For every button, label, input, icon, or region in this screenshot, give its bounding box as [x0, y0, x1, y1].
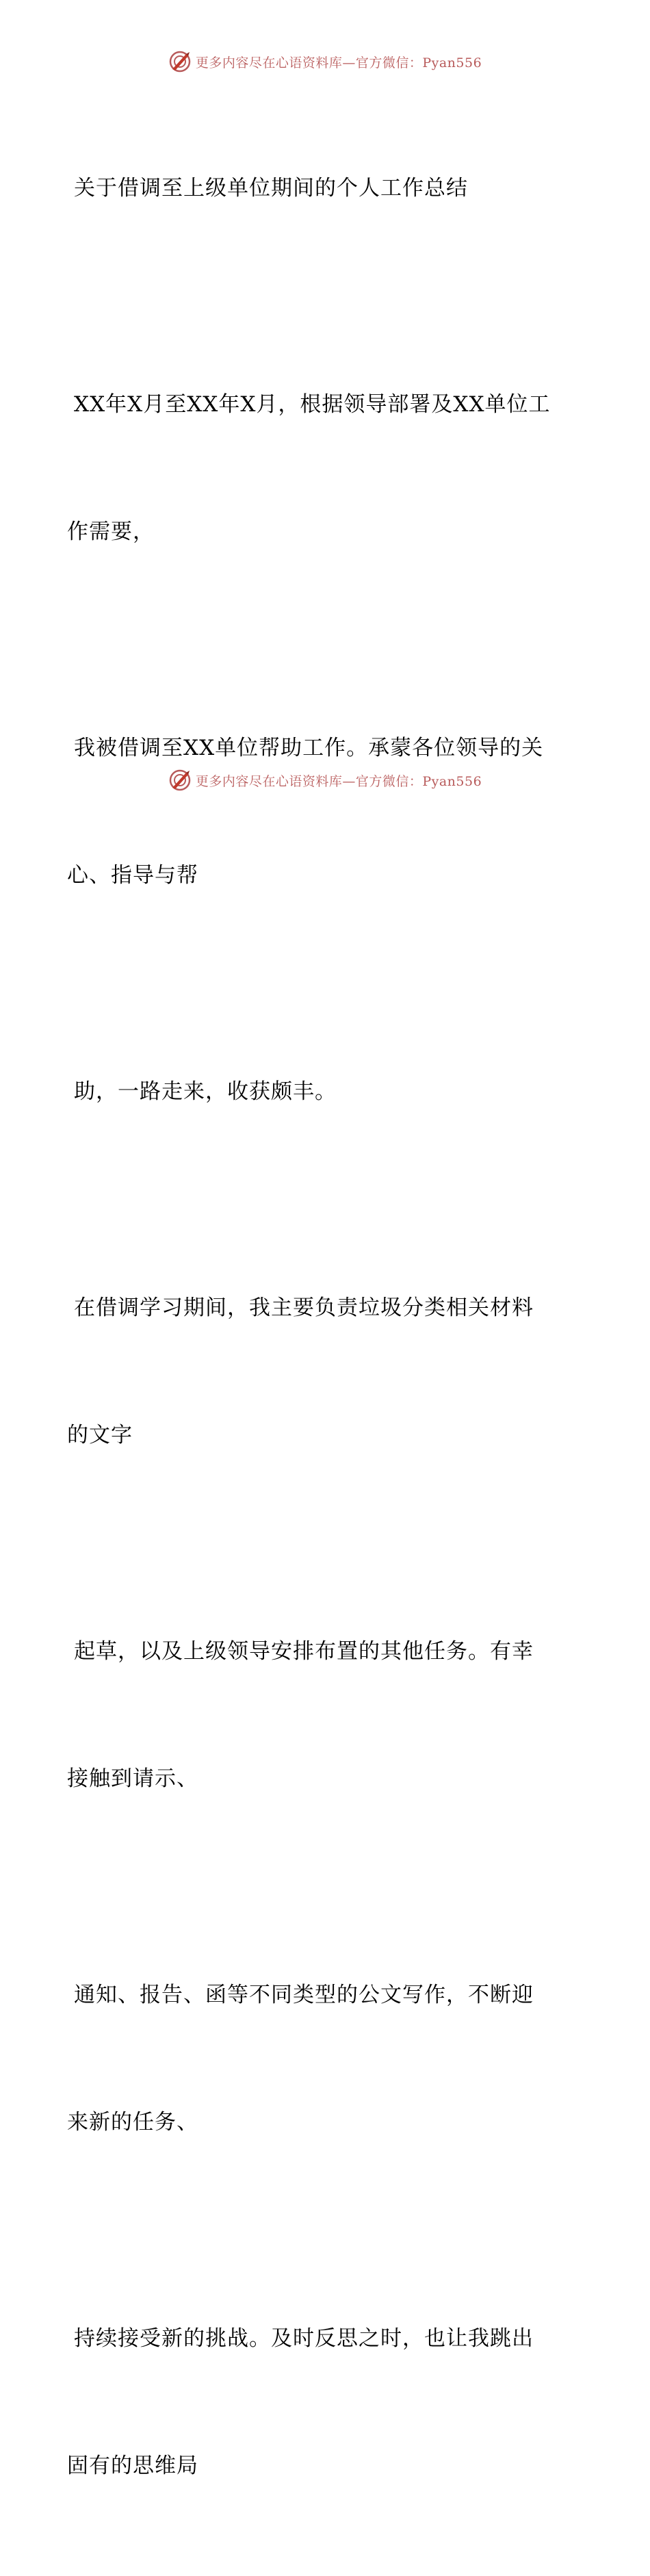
watermark-text: 更多内容尽在心语资料库—官方微信：Pyan556 — [195, 55, 482, 70]
document-title: 关于借调至上级单位期间的个人工作总结 — [74, 176, 468, 201]
quill-logo-icon — [168, 50, 192, 73]
document-body — [67, 82, 587, 2576]
paragraph: 我被借调至XX单位帮助工作。承蒙各位领导的关 心、指导与帮 — [67, 736, 544, 888]
paragraph: XX年X月至XX年X月，根据领导部署及XX单位工 作需要， — [67, 392, 551, 544]
paragraph: 助，一路走来，收获颇丰。 — [74, 1079, 337, 1104]
quill-logo-icon — [168, 769, 192, 792]
paragraph: 持续接受新的挑战。及时反思之时，也让我跳出 固有的思维局 — [67, 2326, 534, 2478]
paragraph: 通知、报告、函等不同类型的公文写作，不断迎 来新的任务、 — [67, 1983, 534, 2135]
footer-watermark-banner — [0, 767, 650, 794]
paragraph: 在借调学习期间，我主要负责垃圾分类相关材料 的文字 — [67, 1296, 534, 1447]
paragraph: 起草，以及上级领导安排布置的其他任务。有幸 接触到请示、 — [67, 1639, 534, 1791]
header-watermark-banner — [0, 48, 650, 75]
watermark-text: 更多内容尽在心语资料库—官方微信：Pyan556 — [195, 773, 482, 789]
